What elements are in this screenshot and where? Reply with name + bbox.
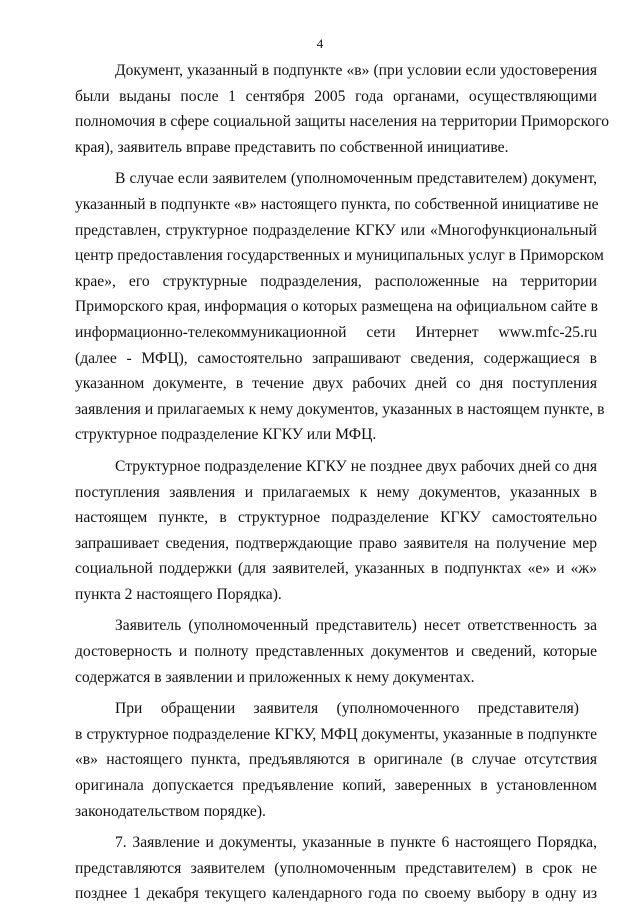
text-line: законодательством порядке).: [75, 802, 266, 820]
text-line: «в» настоящего пункта, предъявляются в оригинале (в случае отсутствия: [75, 751, 597, 769]
text-line: указанный в подпункте «в» настоящего пункта, по собственной инициативе не: [75, 195, 599, 213]
text-line: содержатся в заявлении и приложенных к нему документах.: [75, 668, 475, 686]
page-number: 4: [316, 36, 324, 51]
paragraph: [75, 613, 597, 690]
text-line: Заявитель (уполномоченный представитель) несет ответственность за: [115, 617, 597, 635]
text-line: оригинала допускается предъявление копий, заверенных в установленном: [75, 777, 597, 795]
text-line: информационно-телекоммуникационной сети Интернет www.mfc-25.ru: [75, 323, 597, 341]
paragraph: [75, 166, 605, 448]
text-line: представлен, структурное подразделение КГКУ или «Многофункциональный: [75, 221, 597, 239]
text-line: Документ, указанный в подпункте «в» (при условии если удостоверения: [115, 62, 597, 79]
text-line: социальной поддержки (для заявителей, указанных в подпунктах «е» и «ж»: [75, 560, 597, 578]
text-line: достоверность и полноту представленных документов и сведений, которые: [75, 643, 597, 661]
text-line: края), заявитель вправе представить по собственной инициативе.: [75, 138, 509, 156]
text-line: запрашивает сведения, подтверждающие право заявителя на получение мер: [75, 534, 597, 552]
text-line: поступления заявления и прилагаемых к нему документов, указанных в: [75, 483, 597, 501]
text-line: были выданы после 1 сентября 2005 года органами, осуществляющими: [75, 87, 597, 105]
text-line: позднее 1 декабря текущего календарного года по своему выбору в одну из: [75, 885, 597, 903]
text-line: настоящем пункте, в структурное подразделение КГКУ самостоятельно: [75, 509, 597, 527]
text-line: Структурное подразделение КГКУ не позднее двух рабочих дней со дня: [115, 457, 597, 475]
text-line: центр предоставления государственных и муниципальных услуг в Приморском: [75, 247, 604, 265]
text-line: 7. Заявление и документы, указанные в пункте 6 настоящего Порядка,: [115, 834, 597, 852]
paragraph: [75, 830, 597, 907]
text-line: указанном документе, в течение двух рабочих дней со дня поступления: [75, 375, 597, 393]
text-line: заявления и прилагаемых к нему документов, указанных в настоящем пункте, в: [75, 400, 605, 418]
text-line: в структурное подразделение КГКУ, МФЦ документы, указанные в подпункте: [75, 725, 597, 743]
text-line: структурное подразделение КГКУ или МФЦ.: [75, 426, 377, 444]
document-body: [75, 58, 610, 907]
text-line: пункта 2 настоящего Порядка).: [75, 585, 282, 603]
text-line: Приморского края, информация о которых размещена на официальном сайте в: [75, 298, 598, 316]
paragraph: [75, 454, 597, 608]
text-line: представляются заявителем (уполномоченным представителем) в срок не: [75, 859, 597, 877]
paragraph: [75, 696, 597, 824]
text-line: В случае если заявителем (уполномоченным представителем) документ,: [115, 170, 597, 188]
paragraph: [75, 58, 610, 160]
text-line: крае», его структурные подразделения, расположенные на территории: [75, 272, 597, 290]
text-line: полномочия в сфере социальной защиты населения на территории Приморского: [75, 113, 610, 131]
text-line: При обращении заявителя (уполномоченного представителя): [115, 700, 579, 718]
text-line: (далее - МФЦ), самостоятельно запрашивают сведения, содержащиеся в: [75, 349, 597, 367]
